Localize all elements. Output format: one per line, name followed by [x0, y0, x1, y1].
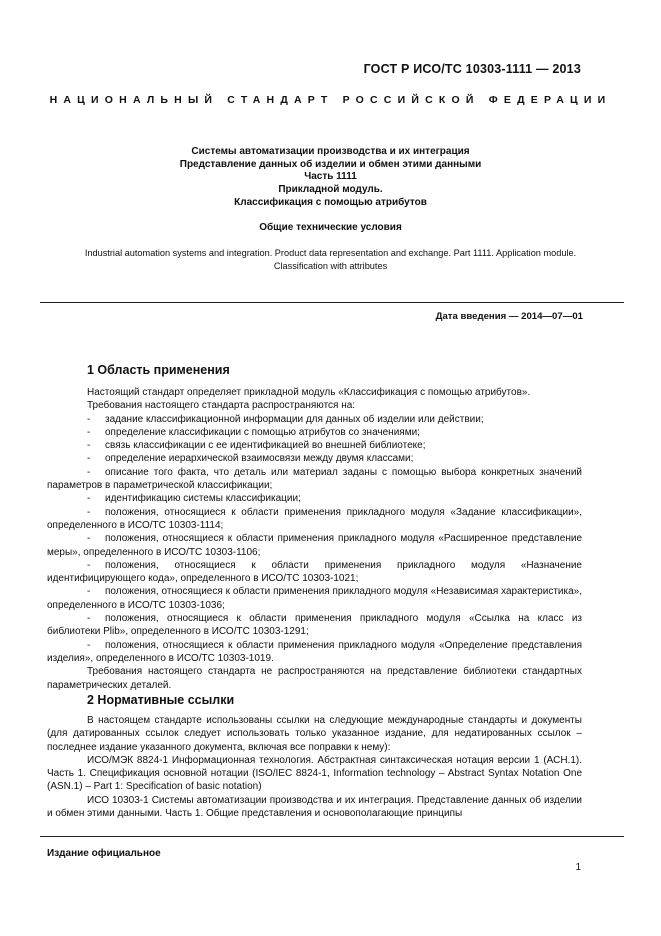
- list-item: - идентификацию системы классификации;: [47, 492, 582, 505]
- list-item: - связь классификации с ее идентификацией во внешней библиотеке;: [47, 439, 582, 452]
- reference-entry: ИСО/МЭК 8824-1 Информационная технология. Абстрактная синтаксическая нотация версии 1 (АСН.1). Часть 1. Спецификация основной нотации (ISO/IEC 8824-1, Information technology – Abstract Syntax Notation One (ASN.1) – Part 1: Specification of basic notation): [47, 754, 582, 793]
- national-standard-banner: НАЦИОНАЛЬНЫЙ СТАНДАРТ РОССИЙСКОЙ ФЕДЕРАЦИИ: [49, 94, 612, 106]
- paragraph: Требования настоящего стандарта не распространяются на представление библиотеки стандартных параметрических деталей.: [47, 666, 582, 691]
- page-number: 1: [575, 862, 581, 873]
- general-conditions: Общие технические условия: [259, 222, 402, 233]
- official-edition-label: Издание официальное: [47, 848, 161, 859]
- english-title: Industrial automation systems and integration. Product data representation and exchange. Part 1111. Application module. Classification with attributes: [84, 248, 577, 271]
- paragraph: Требования настоящего стандарта распространяются на:: [87, 400, 356, 412]
- list-item: - задание классификационной информации для данных об изделии или действии;: [47, 413, 582, 426]
- list-item: - описание того факта, что деталь или материал заданы с помощью выбора конкретных значений параметров в параметрической классификации;: [47, 466, 582, 493]
- section-heading-scope: 1 Область применения: [87, 363, 230, 377]
- reference-entry: ИСО 10303-1 Системы автоматизации производства и их интеграция. Представление данных об изделии и обмен этими данными. Часть 1. Общие представления и основополагающие принципы: [47, 794, 582, 820]
- list-item: - положения, относящиеся к области применения прикладного модуля «Задание классификации», определенного в ИСО/ТС 10303-1114;: [47, 506, 582, 533]
- title-line: Представление данных об изделии и обмен этими данными: [179, 158, 482, 170]
- title-line: Классификация с помощью атрибутов: [234, 196, 427, 208]
- paragraph: В настоящем стандарте использованы ссылки на следующие международные стандарты и документы (для датированных ссылок следует использовать только указанное издание, для недатированных ссылок – последнее издание указанного документа, включая все поправки к нему):: [47, 715, 582, 753]
- list-item: - определение иерархической взаимосвязи между двумя классами;: [47, 452, 582, 465]
- effective-date: Дата введения — 2014—07—01: [435, 311, 583, 322]
- title-line: Прикладной модуль.: [278, 184, 383, 196]
- list-item: - определение классификации с помощью атрибутов со значениями;: [47, 426, 582, 439]
- references-body: [47, 714, 582, 820]
- standard-id: ГОСТ Р ИСО/ТС 10303-1111 — 2013: [363, 62, 581, 76]
- paragraph: Настоящий стандарт определяет прикладной модуль «Классификация с помощью атрибутов».: [87, 387, 531, 398]
- document-title: [0, 146, 661, 210]
- list-item: - положения, относящиеся к области применения прикладного модуля «Определение представления изделия», определенного в ИСО/ТС 10303-1019.: [47, 639, 582, 666]
- list-item: - положения, относящиеся к области применения прикладного модуля «Расширенное представление меры», определенного в ИСО/ТС 10303-1106;: [47, 532, 582, 559]
- scope-body: [47, 386, 582, 692]
- list-item: - положения, относящиеся к области применения прикладного модуля «Ссылка на класс из библиотеки Plib», определенного в ИСО/ТС 10303-1291;: [47, 612, 582, 639]
- title-line: Часть 1111: [304, 171, 357, 183]
- title-line: Системы автоматизации производства и их интеграция: [191, 146, 470, 157]
- header-divider: [40, 302, 624, 303]
- list-item: - положения, относящиеся к области применения прикладного модуля «Назначение идентифицирующего кода», определенного в ИСО/ТС 10303-1021;: [47, 559, 582, 586]
- footer-divider: [40, 836, 624, 837]
- section-heading-normative-references: 2 Нормативные ссылки: [87, 693, 235, 707]
- list-item: - положения, относящиеся к области применения прикладного модуля «Независимая характеристика», определенного в ИСО/ТС 10303-1036;: [47, 585, 582, 612]
